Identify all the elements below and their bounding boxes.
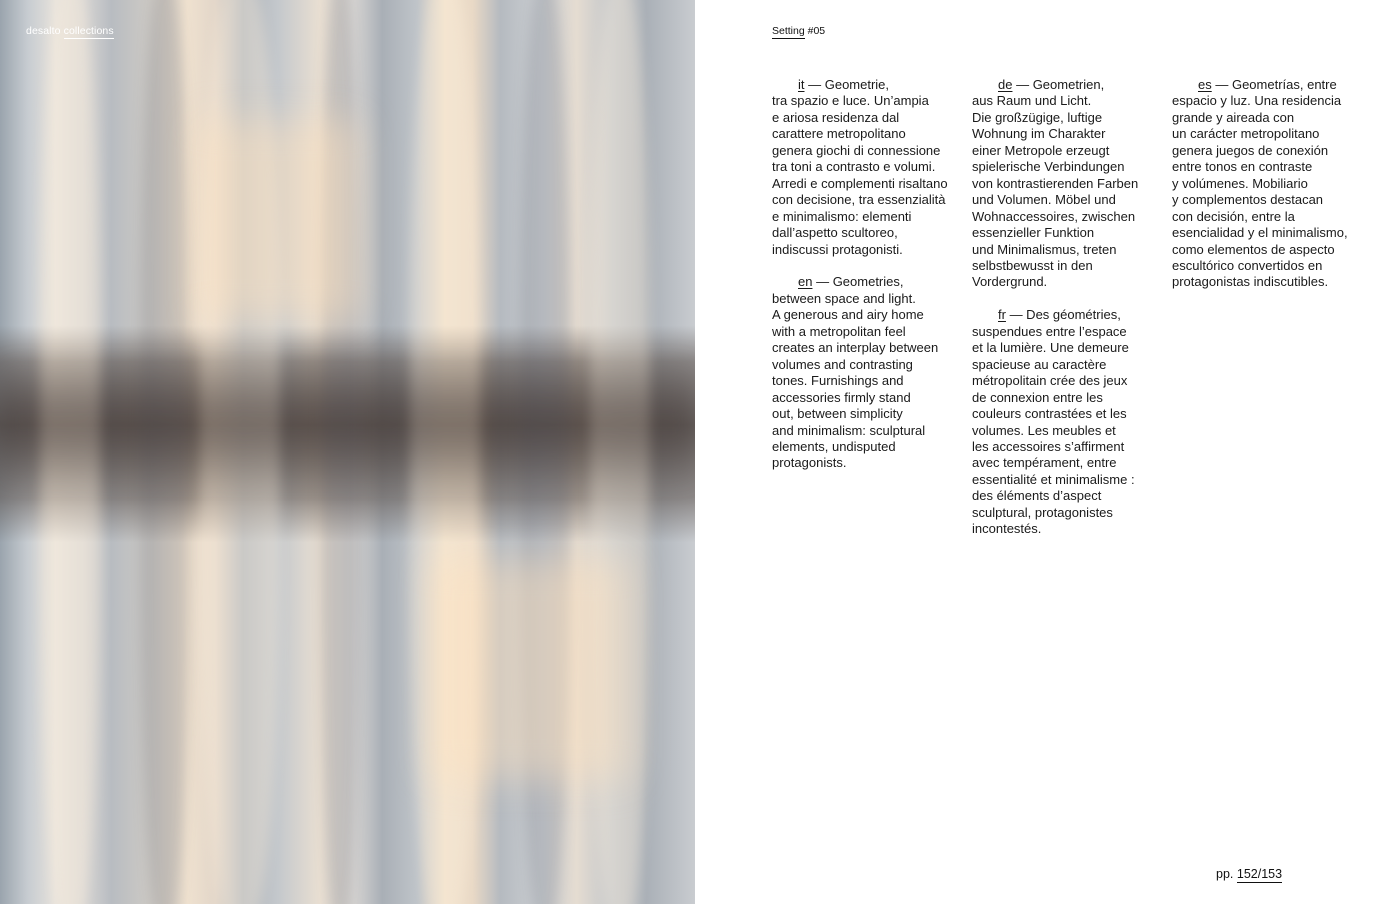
language-code: es: [1198, 77, 1212, 92]
paragraph-line: Arredi e complementi risaltano: [772, 175, 948, 191]
paragraph-line: des éléments d’aspect: [972, 488, 1102, 504]
paragraph-line: suspendues entre l’espace: [972, 323, 1127, 339]
paragraph-line: e minimalismo: elementi: [772, 208, 912, 224]
paragraph-line-text: — Des géométries,: [1005, 307, 1121, 323]
paragraph-line: genera juegos de conexión: [1172, 142, 1329, 158]
text-page: [695, 0, 1388, 904]
paragraph-line: tones. Furnishings and: [772, 373, 904, 389]
paragraph-line: and minimalism: sculptural: [772, 422, 926, 438]
paragraph-line: elements, undisputed: [772, 438, 896, 454]
paragraph-line: et la lumière. Une demeure: [972, 340, 1129, 356]
paragraph-line: protagonistas indiscutibles.: [1172, 274, 1329, 290]
paragraph-line: genera giochi di connessione: [772, 142, 941, 158]
paragraph-de: [972, 77, 1164, 291]
paragraph-line: de connexion entre les: [972, 389, 1103, 405]
paragraph-line-text: — Geometrie,: [804, 77, 890, 92]
section-label-number: #05: [807, 25, 826, 37]
paragraph-line: out, between simplicity: [772, 406, 903, 422]
paragraph-line: [1172, 77, 1364, 93]
section-label: [772, 25, 825, 37]
paragraph-line: spielerische Verbindungen: [972, 159, 1125, 175]
sunlight-patch: [200, 120, 360, 320]
brand-header: [26, 25, 114, 37]
text-column-2: [972, 77, 1164, 554]
paragraph-en: [772, 274, 964, 471]
paragraph-line: sculptural, protagonistes: [972, 504, 1113, 520]
paragraph-line: como elementos de aspecto: [1172, 241, 1335, 257]
paragraph-it: [772, 77, 964, 258]
text-column-1: [772, 77, 964, 488]
paragraph-line: dall’aspetto scultoreo,: [772, 225, 898, 241]
paragraph-line: con decisione, tra essenzialità: [772, 192, 946, 208]
paragraph-line: spacieuse au caractère: [972, 356, 1107, 372]
paragraph-line: selbstbewusst in den: [972, 257, 1093, 273]
paragraph-line-text: — Geometrías, entre: [1211, 77, 1337, 92]
brand-collections-link[interactable]: collections: [63, 25, 114, 37]
paragraph-line: tra toni a contrasto e volumi.: [772, 159, 936, 175]
language-code: fr: [998, 307, 1006, 323]
paragraph-line-text: — Geometrien,: [1012, 77, 1105, 92]
paragraph-line: carattere metropolitano: [772, 126, 906, 142]
paragraph-line: y volúmenes. Mobiliario: [1172, 175, 1308, 191]
paragraph-line: von kontrastierenden Farben: [972, 175, 1139, 191]
paragraph-line: volumes and contrasting: [772, 356, 913, 372]
page-number-pages: 152/153: [1236, 867, 1283, 881]
paragraph-line: couleurs contrastées et les: [972, 406, 1127, 422]
paragraph-line: between space and light.: [772, 290, 916, 306]
language-code: it: [798, 77, 805, 92]
paragraph-line: A generous and airy home: [772, 307, 924, 323]
page-number-prefix: pp.: [1216, 867, 1234, 881]
sunlight-patch: [430, 560, 630, 780]
paragraph-line: protagonists.: [772, 455, 847, 471]
paragraph-line: Wohnung im Charakter: [972, 126, 1106, 142]
paragraph-line: essentialité et minimalisme :: [972, 471, 1135, 487]
paragraph-line: avec tempérament, entre: [972, 455, 1117, 471]
paragraph-line: with a metropolitan feel: [772, 323, 906, 339]
language-code: en: [798, 274, 813, 290]
paragraph-line: tra spazio e luce. Un’ampia: [772, 93, 929, 109]
paragraph-line: [972, 77, 1164, 93]
paragraph-line: aus Raum und Licht.: [972, 93, 1092, 109]
paragraph-line: accessories firmly stand: [772, 389, 911, 405]
paragraph-line: Vordergrund.: [972, 274, 1048, 290]
paragraph-line: métropolitain crée des jeux: [972, 373, 1128, 389]
paragraph-fr: [972, 307, 1164, 537]
paragraph-line: incontestés.: [972, 521, 1042, 537]
brand-name: desalto: [26, 25, 61, 37]
paragraph-line: [972, 307, 1164, 323]
paragraph-line: [772, 77, 964, 93]
paragraph-line: Wohnaccessoires, zwischen: [972, 208, 1136, 224]
paragraph-line: e ariosa residenza dal: [772, 109, 900, 125]
paragraph-es: [1172, 77, 1364, 291]
paragraph-line: esencialidad y el minimalismo,: [1172, 225, 1348, 241]
paragraph-line: Die großzügige, luftige: [972, 109, 1103, 125]
paragraph-line: les accessoires s’affirment: [972, 438, 1125, 454]
paragraph-line: creates an interplay between: [772, 340, 939, 356]
paragraph-line: [772, 274, 964, 290]
paragraph-line: und Minimalismus, treten: [972, 241, 1117, 257]
paragraph-line: einer Metropole erzeugt: [972, 142, 1110, 158]
paragraph-line: und Volumen. Möbel und: [972, 192, 1116, 208]
paragraph-line: grande y aireada con: [1172, 109, 1295, 125]
window-frame-shadow: [0, 352, 695, 492]
paragraph-line: volumes. Les meubles et: [972, 422, 1116, 438]
paragraph-line: con decisión, entre la: [1172, 208, 1295, 224]
text-column-3: [1172, 77, 1364, 307]
paragraph-line-text: — Geometries,: [812, 274, 904, 290]
language-code: de: [998, 77, 1013, 92]
paragraph-line: escultórico convertidos en: [1172, 257, 1323, 273]
paragraph-line: entre tonos en contraste: [1172, 159, 1313, 175]
page-number: [1216, 867, 1282, 881]
paragraph-line: espacio y luz. Una residencia: [1172, 93, 1342, 109]
paragraph-line: indiscussi protagonisti.: [772, 241, 903, 257]
paragraph-line: essenzieller Funktion: [972, 225, 1095, 241]
paragraph-line: y complementos destacan: [1172, 192, 1324, 208]
paragraph-line: un carácter metropolitano: [1172, 126, 1320, 142]
section-label-word: Setting: [772, 25, 805, 37]
